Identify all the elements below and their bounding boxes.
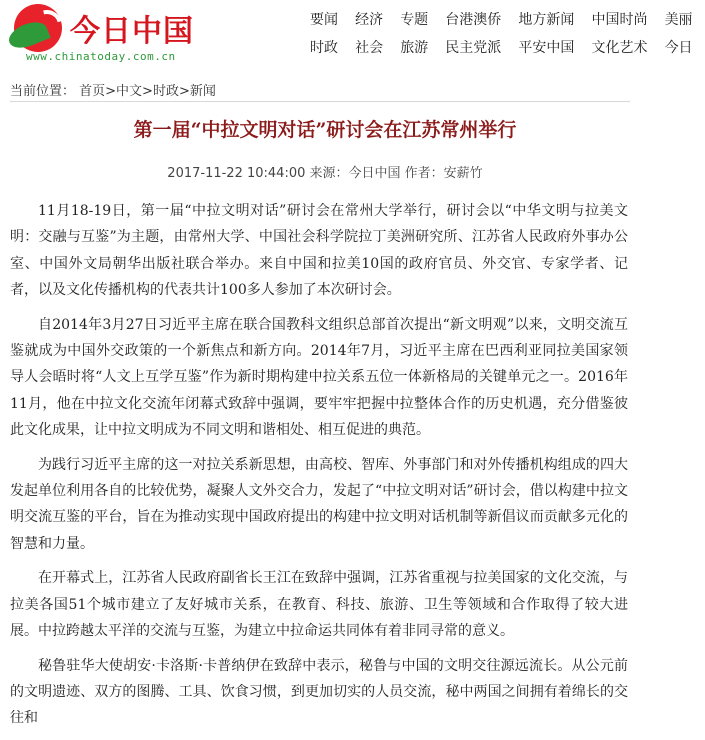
article-meta <box>0 162 650 181</box>
logo-text: 今日中国 <box>70 14 194 49</box>
nav-item-jingji[interactable]: 经济 <box>355 12 384 28</box>
nav-item-wenhua-yishu[interactable]: 文化艺术 <box>591 40 648 56</box>
breadcrumb-path[interactable]: 首页>中文>时政>新闻 <box>79 84 216 99</box>
article-paragraph: 为践行习近平主席的这一对拉关系新思想，由高校、智库、外事部门和对外传播机构组成的四大发起单位利用各自的比较优势，凝聚人文外交合力，发起了“中拉文明对话”研讨会，借以构建中拉文明交流互鉴的平台，旨在为推动实现中国政府提出的构建中拉文明对话机制等新倡议而贡献多元化的智慧和力量。 <box>10 456 628 552</box>
nav-item-yaowen[interactable]: 要闻 <box>310 12 338 28</box>
main-nav-row-1 <box>310 9 705 29</box>
breadcrumb <box>10 80 630 99</box>
site-logo[interactable] <box>14 4 204 64</box>
article-paragraph: 11月18-19日，第一届“中拉文明对话”研讨会在常州大学举行，研讨会以“中华文明与拉美文明：交融与互鉴”为主题，由常州大学、中国社会科学院拉丁美洲研究所、江苏省人民政府外事办公室、中国外文局朝华出版社联合举办。来自中国和拉美10国的政府官员、外交官、专家学者、记者，以及文化传播机构的代表共计100多人参加了本次研讨会。 <box>10 203 628 299</box>
nav-item-jinri[interactable]: 今日 <box>664 40 693 56</box>
nav-item-lvyou[interactable]: 旅游 <box>400 40 429 56</box>
nav-item-zhongguo-shishang[interactable]: 中国时尚 <box>591 12 648 28</box>
nav-item-shehui[interactable]: 社会 <box>355 40 384 56</box>
nav-item-shizheng[interactable]: 时政 <box>310 40 338 56</box>
article-author: 作者：安薪竹 <box>404 166 483 181</box>
breadcrumb-label: 当前位置： <box>10 84 76 99</box>
nav-item-minzhu-dangpai[interactable]: 民主党派 <box>445 40 502 56</box>
breadcrumb-divider <box>10 101 630 102</box>
article-source: 来源：今日中国 <box>309 166 401 181</box>
site-header <box>0 0 693 72</box>
article-body <box>10 198 628 740</box>
nav-item-pingan-zhongguo[interactable]: 平安中国 <box>518 40 575 56</box>
logo-emblem-icon <box>14 4 62 52</box>
article-paragraph: 秘鲁驻华大使胡安·卡洛斯·卡普纳伊在致辞中表示，秘鲁与中国的文明交往源远流长。从公元前的文明遗迹、双方的图腾、工具、饮食习惯，到更加切实的人员交流，秘中两国之间拥有着绵长的交往和 <box>10 657 628 727</box>
main-nav-row-2 <box>310 37 705 57</box>
logo-url: www.chinatoday.com.cn <box>26 50 176 63</box>
article-title: 第一届“中拉文明对话”研讨会在江苏常州举行 <box>133 119 517 141</box>
article-paragraph: 自2014年3月27日习近平主席在联合国教科文组织总部首次提出“新文明观”以来，文明交流互鉴就成为中国外交政策的一个新焦点和新方向。2014年7月，习近平主席在巴西利亚同拉美国家领导人会晤时将“人文上互学互鉴”作为新时期构建中拉关系五位一体新格局的关键单元之一。2016年11月，他在中拉文化交流年闭幕式致辞中强调，要牢牢把握中拉整体合作的历史机遇，充分借鉴彼此文化成果，让中拉文明成为不同文明和谐相处、相互促进的典范。 <box>10 316 628 439</box>
nav-item-difang-xinwen[interactable]: 地方新闻 <box>518 12 575 28</box>
article-datetime: 2017-11-22 10:44:00 <box>167 166 306 181</box>
nav-item-taigangaoqiao[interactable]: 台港澳侨 <box>445 12 502 28</box>
article-paragraph: 在开幕式上，江苏省人民政府副省长王江在致辞中强调，江苏省重视与拉美国家的文化交流，与拉美各国51个城市建立了友好城市关系，在教育、科技、旅游、卫生等领域和合作取得了较大进展。中拉跨越太平洋的交流与互鉴，为建立中拉命运共同体有着非同寻常的意义。 <box>10 570 628 640</box>
nav-item-meili[interactable]: 美丽 <box>664 12 693 28</box>
nav-item-zhuanti[interactable]: 专题 <box>400 12 429 28</box>
